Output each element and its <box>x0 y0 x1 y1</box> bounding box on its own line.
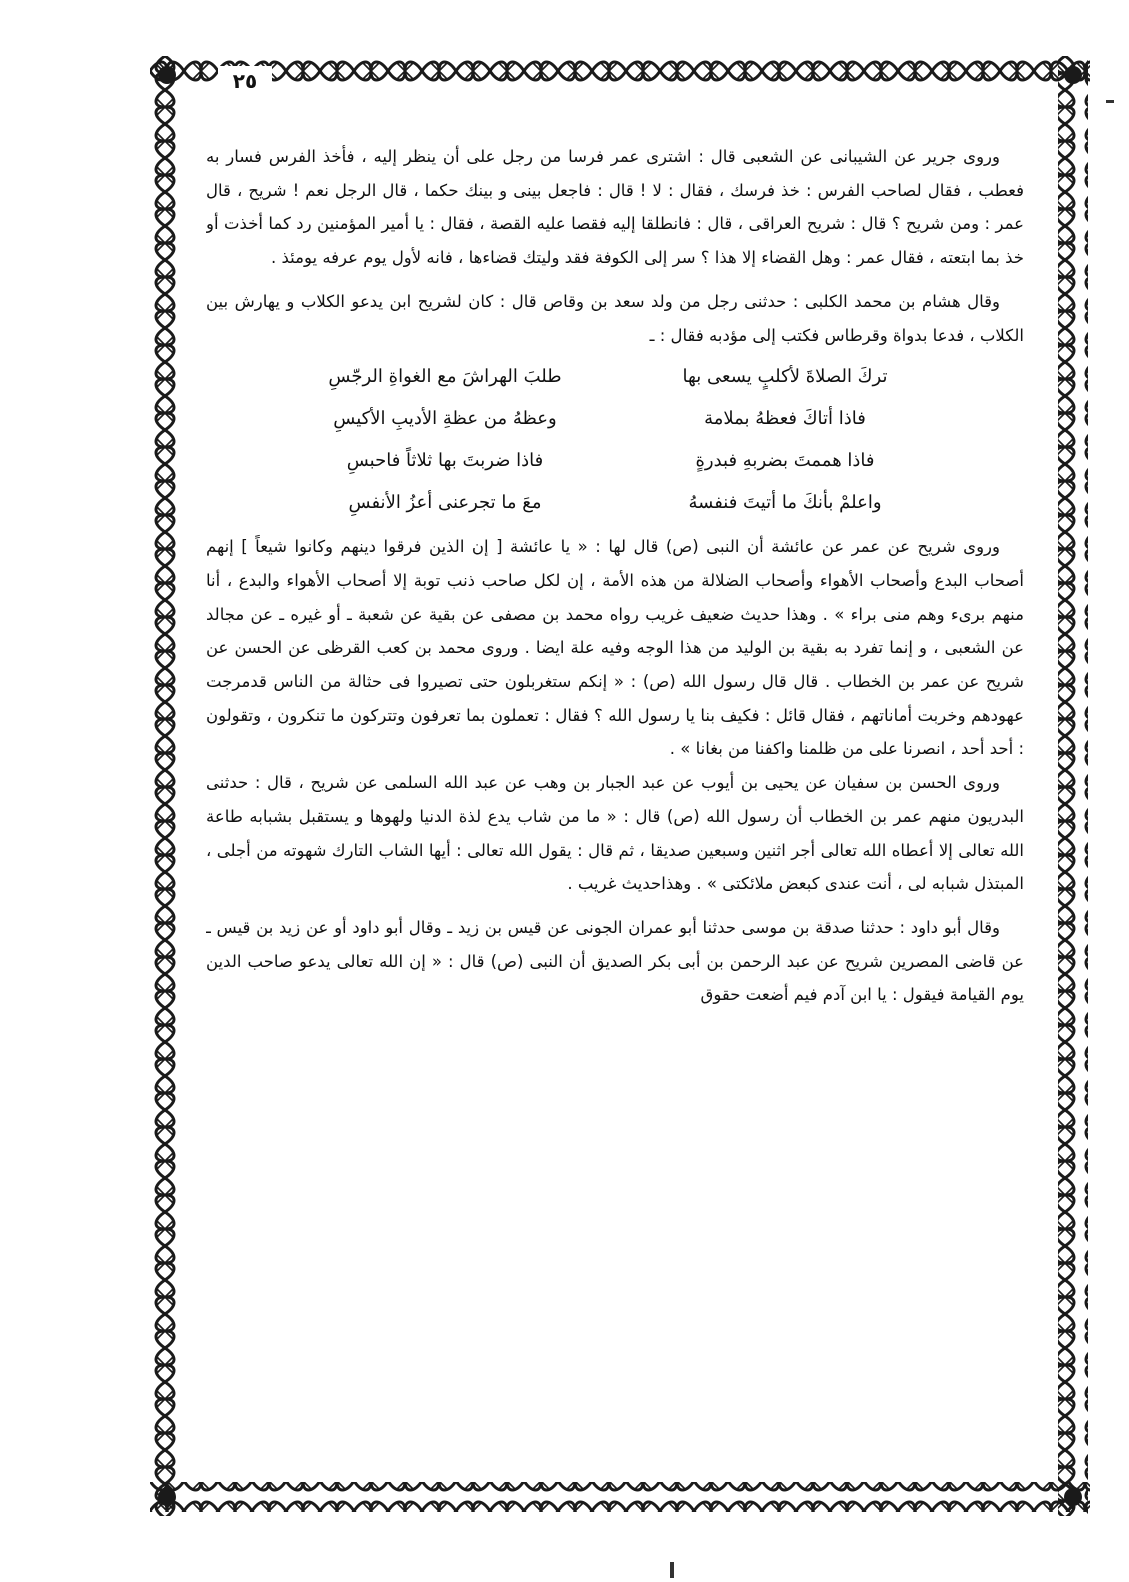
page-number: ٢٥ <box>218 66 272 96</box>
verse-first-half: فاذا هممتَ بضربهِ فبدرةٍ <box>695 450 875 472</box>
paragraph-hasan-hadith: وروى الحسن بن سفيان عن يحيى بن أيوب عن عبد الجبار بن وهب عن عبد الله السلمى عن شريح ، قال : حدثنى البدريون منهم عمر بن الخطاب أن رسول الله (ص) قال : « ما من شاب يدع لذة الدنيا ولهوها و يستقبل بشبابه طاعة الله تعالى إلا أعطاه الله تعالى أجر اثنين وسبعين صديقا ، ثم قال : يقول الله تعالى : أيها الشاب التارك شهوته من أجلى ، المبتذل شبابه لى ، أنت عندى كبعض ملائكتى » . وهذاحديث غريب . <box>206 773 1024 894</box>
paragraph-hisham-story: وقال هشام بن محمد الكلبى : حدثنى رجل من ولد سعد بن وقاص قال : كان لشريح ابن يدعو الكلاب و يهارش بين الكلاب ، فدعا بدواة وقرطاس فكتب إلى مؤدبه فقال : ـ <box>206 291 1024 345</box>
verse-second-half: طلبَ الهراشَ مع الغواةِ الرجّسِ <box>328 366 562 388</box>
poem <box>295 356 935 524</box>
left-border <box>152 56 182 1516</box>
verse-first-half: واعلمْ بأنكَ ما أتيتَ فنفسهُ <box>688 492 882 514</box>
top-border <box>150 60 1090 90</box>
poem-verse <box>295 482 935 524</box>
verse-second-half: فاذا ضربتَ بها ثلاثاً فاحبسِ <box>346 450 544 472</box>
scan-artifact-mark <box>670 1562 674 1578</box>
verse-first-half: تركَ الصلاةَ لأكلبٍ يسعى بها <box>682 366 888 388</box>
corner-knot-icon <box>158 1488 176 1506</box>
poem-verse <box>295 398 935 440</box>
right-border <box>1058 56 1088 1516</box>
verse-second-half: وعظهُ من عظةِ الأديبِ الأكيسِ <box>333 408 557 430</box>
page-body <box>206 140 1024 1475</box>
bottom-border <box>150 1482 1090 1512</box>
corner-knot-icon <box>1064 66 1082 84</box>
paragraph-abu-dawud: وقال أبو داود : حدثنا صدقة بن موسى حدثنا أبو عمران الجونى عن قيس بن زيد ـ وقال أبو داود أو عن زيد بن قيس ـ عن قاضى المصرين شريح عن عبد الرحمن بن أبى بكر الصديق أن النبى (ص) قال : « إن الله تعالى يدعو صاحب الدين يوم القيامة فيقول : يا ابن آدم فيم أضعت حقوق <box>206 917 1024 1005</box>
poem-verse <box>295 440 935 482</box>
paragraph-aisha-hadith: وروى شريح عن عمر عن عائشة أن النبى (ص) قال لها : « يا عائشة [ إن الذين فرقوا دينهم وكانوا شيعاً ] إنهم أصحاب البدع وأصحاب الأهواء وأصحاب الضلالة من هذه الأمة ، إن لكل صاحب ذنب توبة إلا أصحاب الأهواء والبدع ، أنا منهم برىء وهم منى براء » . وهذا حديث ضعيف غريب رواه محمد بن مصفى عن بقية عن شعبة ـ أو غيره ـ عن مجالد عن الشعبى ، و إنما تفرد به بقية بن الوليد من هذا الوجه وفيه علة ايضا . وروى محمد بن كعب القرظى عن الحسن عن شريح عن عمر بن الخطاب . قال قال رسول الله (ص) : « إنكم ستغربلون حتى تصيروا فى حثالة من الناس قدمرجت عهودهم وخربت أماناتهم ، فقال قائل : فكيف بنا يا رسول الله ؟ فقال : تعملون بما تعرفون وتتركون ما تنكرون ، وتقولون : أحد أحد ، انصرنا على من ظلمنا واكفنا من بغانا » . <box>206 537 1024 759</box>
margin-mark <box>1106 100 1114 103</box>
corner-knot-icon <box>1064 1488 1082 1506</box>
verse-first-half: فاذا أتاكَ فعظهُ بملامة <box>704 408 866 430</box>
paragraph-jarir-story: وروى جرير عن الشيبانى عن الشعبى قال : اشترى عمر فرسا من رجل على أن ينظر إليه ، فأخذ الفرس فسار به فعطب ، فقال لصاحب الفرس : خذ فرسك ، فقال : لا ! قال : فاجعل بينى و بينك حكما ، قال الرجل نعم ! شريح ، قال عمر : ومن شريح ؟ قال : شريح العراقى ، قال : فانطلقا إليه فقصا عليه القصة ، فقال : يا أمير المؤمنين رد كما أخذت أو خذ بما ابتعته ، فقال عمر : وهل القضاء إلا هذا ؟ سر إلى الكوفة فقد وليتك قضاءها ، فانه لأول يوم عرفه يومئذ . <box>206 147 1024 268</box>
corner-knot-icon <box>158 66 176 84</box>
verse-second-half: معَ ما تجرعنى أعزُ الأنفسِ <box>348 492 542 514</box>
poem-verse <box>295 356 935 398</box>
